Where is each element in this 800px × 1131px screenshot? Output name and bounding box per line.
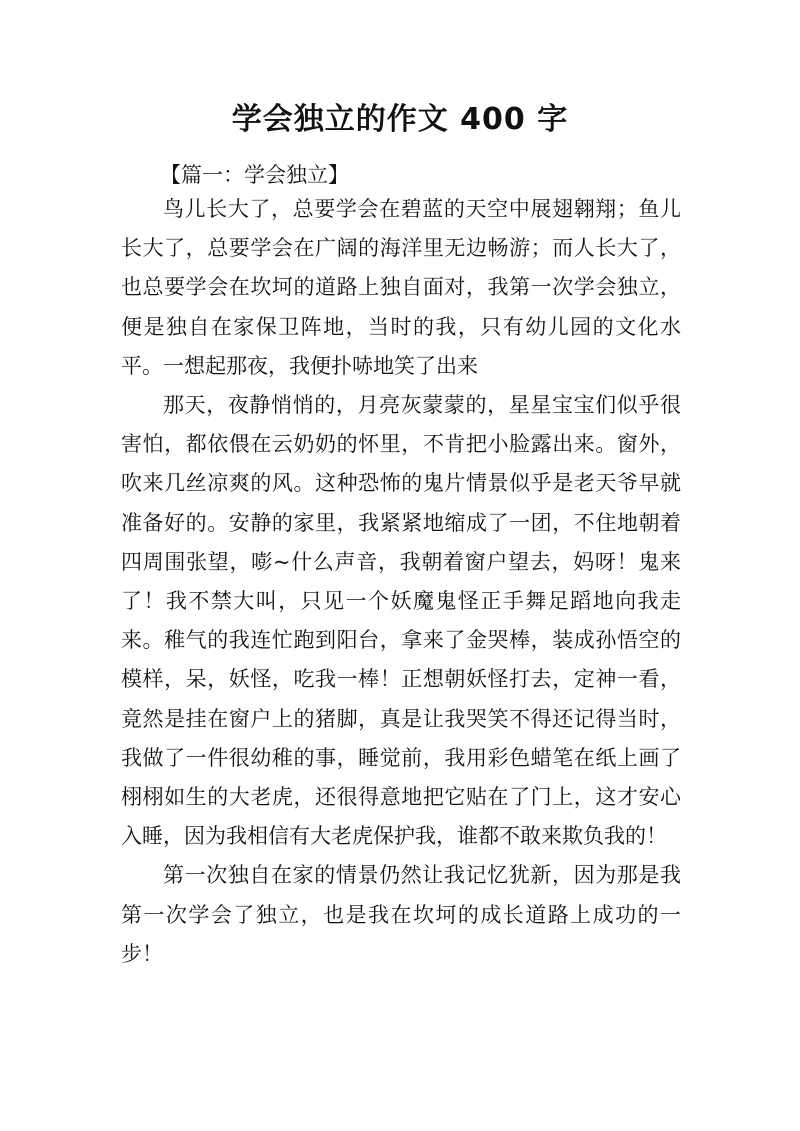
document-title: 学会独立的作文 400 字 (231, 102, 569, 137)
essay-body (121, 190, 681, 974)
paragraph-1: 鸟儿长大了，总要学会在碧蓝的天空中展翅翱翔；鱼儿长大了，总要学会在广阔的海洋里无边畅游；而人长大了，也总要学会在坎坷的道路上独自面对，我第一次学会独立，便是独自在家保卫阵地，当时的我，只有幼儿园的文化水平。一想起那夜，我便扑哧地笑了出来 (121, 197, 681, 378)
paragraph-2: 那天，夜静悄悄的，月亮灰蒙蒙的，星星宝宝们似乎很害怕，都依偎在云奶奶的怀里，不肯把小脸露出来。窗外，吹来几丝凉爽的风。这种恐怖的鬼片情景似乎是老天爷早就准备好的。安静的家里，我紧紧地缩成了一团，不住地朝着四周围张望，嘭~什么声音，我朝着窗户望去，妈呀！鬼来了！我不禁大叫，只见一个妖魔鬼怪正手舞足蹈地向我走来。稚气的我连忙跑到阳台，拿来了金哭棒，装成孙悟空的模样，呆，妖怪，吃我一棒！正想朝妖怪打去，定神一看，竟然是挂在窗户上的猪脚，真是让我哭笑不得还记得当时，我做了一件很幼稚的事，睡觉前，我用彩色蜡笔在纸上画了栩栩如生的大老虎，还很得意地把它贴在了门上，这才安心入睡，因为我相信有大老虎保护我，谁都不敢来欺负我的！ (121, 393, 681, 849)
paragraph-3: 第一次独自在家的情景仍然让我记忆犹新，因为那是我第一次学会了独立，也是我在坎坷的成长道路上成功的一步！ (121, 863, 681, 966)
section-heading: 【篇一：学会独立】 (160, 163, 349, 187)
